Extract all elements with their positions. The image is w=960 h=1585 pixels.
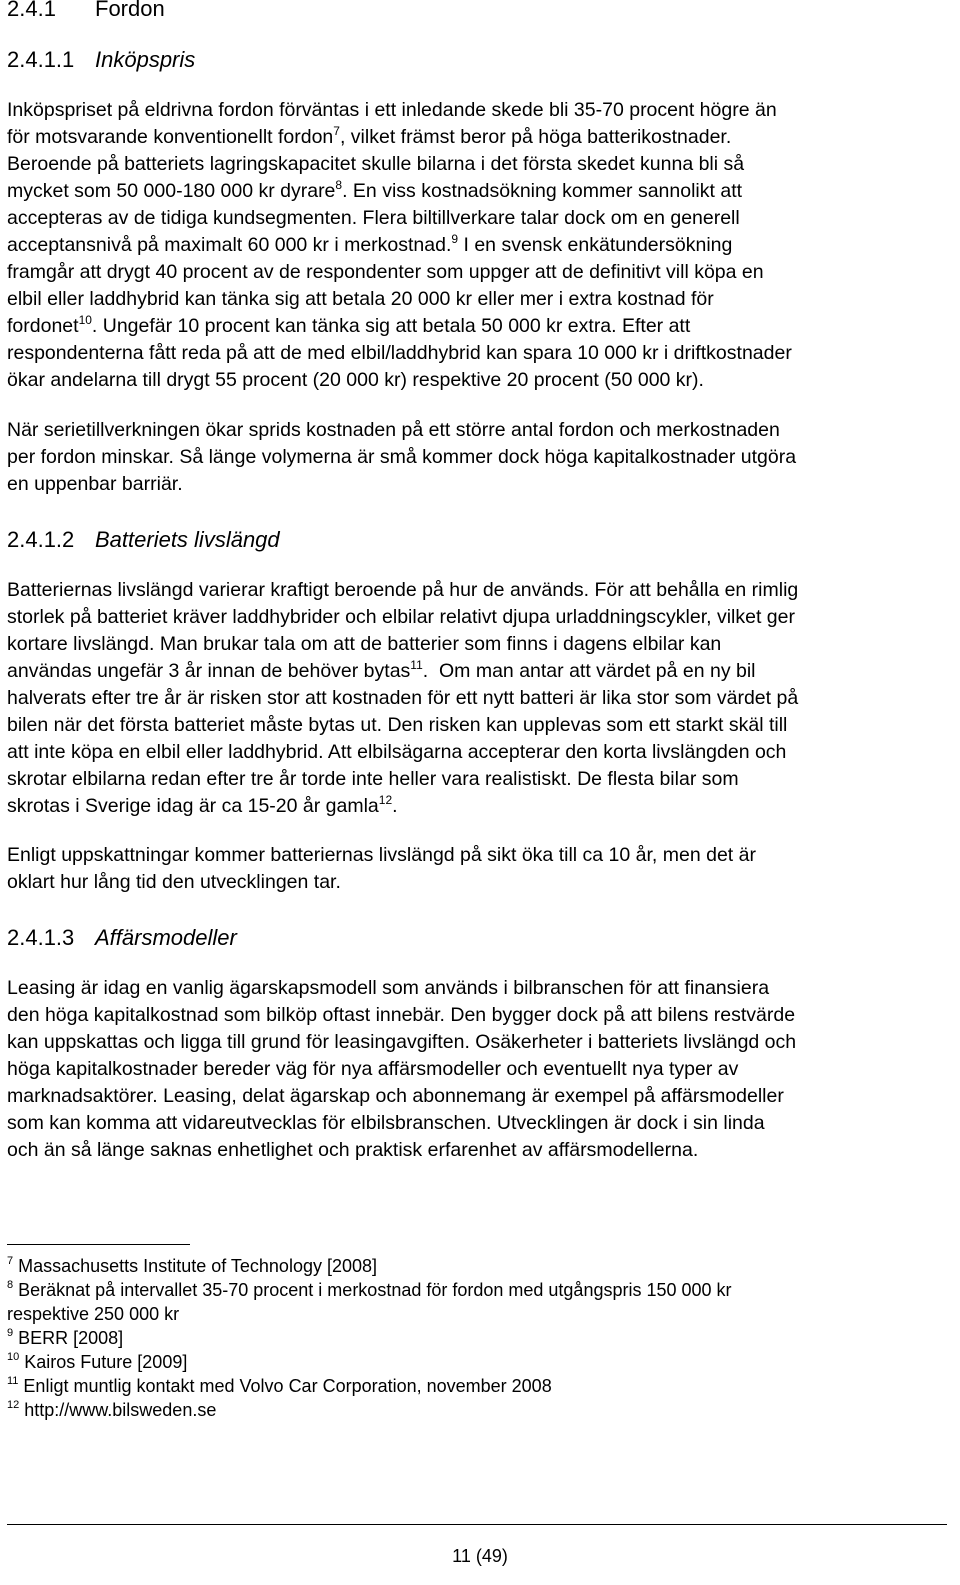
text-line: accepteras av de tidiga kundsegmenten. Flera biltillverkare talar dock om en generell [7,207,740,229]
subsection-title: Affärsmodeller [95,925,237,950]
text-line: När serietillverkningen ökar sprids kostnaden på ett större antal fordon och merkostnaden [7,419,780,441]
text-line: ökar andelarna till drygt 55 procent (20 000 kr) respektive 20 procent (50 000 kr). [7,369,704,391]
text-line: acceptansnivå på maximalt 60 000 kr i merkostnad.$^9$ I en svensk enkätundersökning [7,232,733,256]
text-line: som kan komma att vidareutvecklas för elbilsbranschen. Utvecklingen är dock i sin linda [7,1112,765,1134]
footnote-ref: 8 [335,178,343,192]
text-line: skrotar elbilarna redan efter tre år torde inte heller vara realistiskt. De flesta bilar som [7,768,739,790]
text-line: Beroende på batteriets lagringskapacitet skulle bilarna i det första skedet kunna bli så [7,153,745,175]
text-line: Leasing är idag en vanlig ägarskapsmodell som används i bilbranschen för att finansiera [7,977,770,999]
footnote: $^{10}$ Kairos Future [2009] [7,1351,188,1372]
text-line: oklart hur lång tid den utvecklingen tar. [7,871,341,893]
section-heading [7,0,165,24]
text-line: skrotas i Sverige idag är ca 15-20 år gamla$^{12}$. [7,793,398,817]
text-line: Batteriernas livslängd varierar kraftigt beroende på hur de används. För att behålla en rimlig [7,579,799,601]
paragraph-inkopspris [7,97,947,394]
footnote-continuation: respektive 250 000 kr [7,1304,180,1324]
text-line: kan uppskattas och ligga till grund för leasingavgiften. Osäkerheter i batteriets livslängd och [7,1031,797,1053]
subsection-number: 2.4.1.3 [7,925,75,950]
subsection-title: Batteriets livslängd [95,527,280,552]
footnote-separator [7,1244,190,1245]
footnote-link[interactable]: $^{12}$ http://www.bilsweden.se [7,1399,217,1420]
text-line: höga kapitalkostnader bereder väg för nya affärsmodeller och eventuellt nya typer av [7,1058,739,1080]
footnote-ref: 12 [378,793,393,807]
footnote: $^8$ Beräknat på intervallet 35-70 procent i merkostnad för fordon med utgångspris 150 000 kr [7,1279,732,1300]
section-number: 2.4.1 [7,0,56,21]
footer-separator [7,1524,947,1525]
text-line: fordonet$^{10}$. Ungefär 10 procent kan tänka sig att betala 50 000 kr extra. Efter att [7,313,691,337]
subsection-title: Inköpspris [95,47,196,72]
text-line: storlek på batteriet kräver laddhybrider och elbilar relativt djupa urladdningscykler, vilket ger [7,606,795,628]
text-line: respondenterna fått reda på att de med elbil/laddhybrid kan spara 10 000 kr i driftkostnader [7,342,792,364]
text-line: framgår att drygt 40 procent av de respondenter som uppger att de definitivt vill köpa en [7,261,764,283]
footnote: $^9$ BERR [2008] [7,1327,124,1348]
text-line: att inte köpa en elbil eller laddhybrid. Att elbilsägarna accepterar den korta livslängden och [7,741,787,763]
text-line: Enligt uppskattningar kommer batteriernas livslängd på sikt öka till ca 10 år, men det är [7,844,756,866]
footnote-ref: 10 [78,313,92,327]
text-line: mycket som 50 000-180 000 kr dyrare$^8$. En viss kostnadsökning kommer sannolikt att [7,178,743,202]
footnote-ref: 9 [451,232,459,246]
footnotes [7,1254,947,1422]
paragraph-affarsmodeller [7,975,947,1164]
text-line: kortare livslängd. Man brukar tala om att de batterier som finns i dagens elbilar kan [7,633,722,655]
text-line: marknadsaktörer. Leasing, delat ägarskap och abonnemang är exempel på affärsmodeller [7,1085,784,1107]
footnote-ref: 11 [410,658,423,672]
text-line: den höga kapitalkostnad som bilköp oftast innebär. Den bygger dock på att bilens restvärde [7,1004,796,1026]
paragraph-uppskattningar [7,842,947,896]
page-number: 11 (49) [452,1546,508,1566]
subsection-heading-inkopspris [7,45,195,75]
text-line: och än så länge saknas enhetlighet och praktisk erfarenhet av affärsmodellerna. [7,1139,699,1161]
subsection-number: 2.4.1.2 [7,527,75,552]
text-line: elbil eller laddhybrid kan tänka sig att betala 20 000 kr eller mer i extra kostnad för [7,288,714,310]
text-line: bilen när det första batteriet måste bytas ut. Den risken kan upplevas som ett starkt skäl till [7,714,788,736]
section-title: Fordon [95,0,165,21]
text-line: per fordon minskar. Så länge volymerna är små kommer dock höga kapitalkostnader utgöra [7,446,797,468]
paragraph-serietillverkning [7,417,947,498]
text-line: användas ungefär 3 år innan de behöver bytas$^{11}$. Om man antar att värdet på en ny bil [7,658,756,682]
subsection-heading-affarsmodeller [7,923,237,953]
paragraph-batteriets-livslangd [7,577,947,820]
footnote: $^{11}$ Enligt muntlig kontakt med Volvo Car Corporation, november 2008 [7,1375,552,1396]
footnote: $^7$ Massachusetts Institute of Technology [2008] [7,1255,378,1276]
text-line: Inköpspriset på eldrivna fordon förväntas i ett inledande skede bli 35-70 procent högre än [7,99,777,121]
text-line: för motsvarande konventionellt fordon$^7$, vilket främst beror på höga batterikostnader. [7,124,732,148]
text-line: en uppenbar barriär. [7,473,183,495]
subsection-number: 2.4.1.1 [7,47,75,72]
text-line: halverats efter tre år är risken stor att kostnaden för ett nytt batteri är lika stor som värdet på [7,687,799,709]
footnote-ref: 7 [333,124,340,138]
subsection-heading-batteriets-livslangd [7,525,280,555]
